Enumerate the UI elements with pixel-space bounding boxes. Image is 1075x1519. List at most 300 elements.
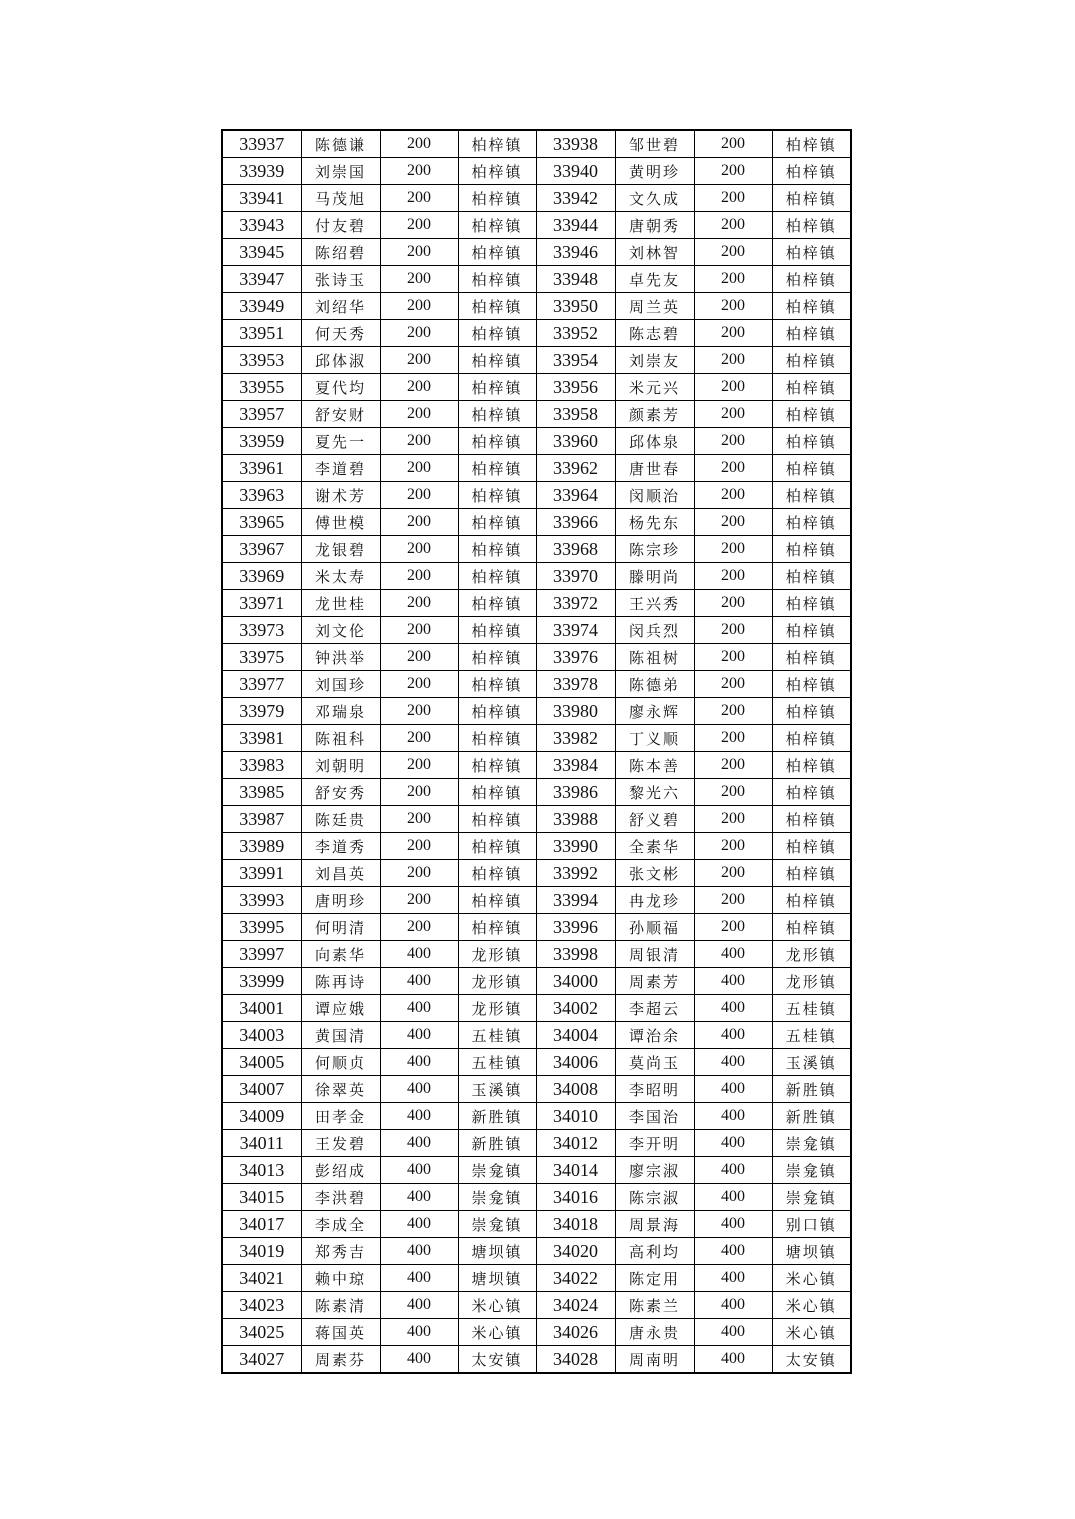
table-row <box>222 536 851 563</box>
record-id-cell: 33976 <box>536 644 615 671</box>
table-row <box>222 698 851 725</box>
amount-cell: 200 <box>380 590 458 617</box>
amount-cell: 200 <box>380 752 458 779</box>
amount-cell: 200 <box>694 590 772 617</box>
record-id-cell: 33971 <box>222 590 301 617</box>
amount-cell: 200 <box>380 401 458 428</box>
town-name-cell: 柏梓镇 <box>458 536 536 563</box>
town-name-cell: 柏梓镇 <box>458 725 536 752</box>
amount-cell: 200 <box>694 293 772 320</box>
town-name-cell: 柏梓镇 <box>772 671 851 698</box>
table-row <box>222 293 851 320</box>
town-name-cell: 柏梓镇 <box>458 806 536 833</box>
town-name-cell: 新胜镇 <box>458 1130 536 1157</box>
amount-cell: 200 <box>380 455 458 482</box>
person-name-cell: 周素芳 <box>615 968 694 995</box>
person-name-cell: 陈宗珍 <box>615 536 694 563</box>
person-name-cell: 莫尚玉 <box>615 1049 694 1076</box>
amount-cell: 200 <box>694 833 772 860</box>
table-row <box>222 590 851 617</box>
record-id-cell: 34024 <box>536 1292 615 1319</box>
amount-cell: 200 <box>380 536 458 563</box>
town-name-cell: 柏梓镇 <box>772 914 851 941</box>
town-name-cell: 柏梓镇 <box>772 455 851 482</box>
amount-cell: 200 <box>694 185 772 212</box>
person-name-cell: 刘昌英 <box>301 860 380 887</box>
amount-cell: 400 <box>380 995 458 1022</box>
amount-cell: 200 <box>380 374 458 401</box>
amount-cell: 400 <box>380 1157 458 1184</box>
person-name-cell: 杨先东 <box>615 509 694 536</box>
person-name-cell: 夏先一 <box>301 428 380 455</box>
table-row <box>222 563 851 590</box>
person-name-cell: 邹世碧 <box>615 130 694 158</box>
amount-cell: 200 <box>380 563 458 590</box>
town-name-cell: 柏梓镇 <box>772 860 851 887</box>
record-id-cell: 34012 <box>536 1130 615 1157</box>
record-id-cell: 33974 <box>536 617 615 644</box>
town-name-cell: 五桂镇 <box>458 1049 536 1076</box>
record-id-cell: 33941 <box>222 185 301 212</box>
town-name-cell: 米心镇 <box>772 1319 851 1346</box>
amount-cell: 400 <box>694 1022 772 1049</box>
person-name-cell: 龙银碧 <box>301 536 380 563</box>
amount-cell: 200 <box>694 860 772 887</box>
record-id-cell: 33940 <box>536 158 615 185</box>
table-row <box>222 1130 851 1157</box>
record-id-cell: 34010 <box>536 1103 615 1130</box>
amount-cell: 200 <box>380 509 458 536</box>
record-id-cell: 34000 <box>536 968 615 995</box>
person-name-cell: 蒋国英 <box>301 1319 380 1346</box>
record-id-cell: 33970 <box>536 563 615 590</box>
town-name-cell: 玉溪镇 <box>772 1049 851 1076</box>
town-name-cell: 柏梓镇 <box>458 401 536 428</box>
person-name-cell: 闵兵烈 <box>615 617 694 644</box>
table-row <box>222 617 851 644</box>
person-name-cell: 舒安财 <box>301 401 380 428</box>
town-name-cell: 柏梓镇 <box>458 860 536 887</box>
person-name-cell: 陈再诗 <box>301 968 380 995</box>
table-row <box>222 212 851 239</box>
person-name-cell: 陈廷贵 <box>301 806 380 833</box>
town-name-cell: 崇龛镇 <box>772 1130 851 1157</box>
town-name-cell: 柏梓镇 <box>772 266 851 293</box>
amount-cell: 200 <box>694 239 772 266</box>
town-name-cell: 柏梓镇 <box>772 130 851 158</box>
record-id-cell: 33989 <box>222 833 301 860</box>
town-name-cell: 柏梓镇 <box>458 563 536 590</box>
town-name-cell: 柏梓镇 <box>458 347 536 374</box>
town-name-cell: 柏梓镇 <box>772 428 851 455</box>
town-name-cell: 新胜镇 <box>772 1103 851 1130</box>
amount-cell: 200 <box>380 698 458 725</box>
table-row <box>222 1076 851 1103</box>
amount-cell: 200 <box>694 266 772 293</box>
town-name-cell: 崇龛镇 <box>772 1157 851 1184</box>
town-name-cell: 柏梓镇 <box>772 536 851 563</box>
person-name-cell: 唐明珍 <box>301 887 380 914</box>
town-name-cell: 崇龛镇 <box>458 1211 536 1238</box>
table-row <box>222 455 851 482</box>
record-id-cell: 33988 <box>536 806 615 833</box>
person-name-cell: 郑秀吉 <box>301 1238 380 1265</box>
person-name-cell: 李超云 <box>615 995 694 1022</box>
record-id-cell: 33979 <box>222 698 301 725</box>
amount-cell: 200 <box>380 239 458 266</box>
town-name-cell: 柏梓镇 <box>772 833 851 860</box>
table-row <box>222 1346 851 1374</box>
record-id-cell: 34026 <box>536 1319 615 1346</box>
amount-cell: 200 <box>380 347 458 374</box>
record-id-cell: 33959 <box>222 428 301 455</box>
table-row <box>222 941 851 968</box>
person-name-cell: 孙顺福 <box>615 914 694 941</box>
person-name-cell: 舒义碧 <box>615 806 694 833</box>
amount-cell: 400 <box>380 1319 458 1346</box>
record-id-cell: 34016 <box>536 1184 615 1211</box>
amount-cell: 200 <box>380 833 458 860</box>
record-id-cell: 34028 <box>536 1346 615 1374</box>
amount-cell: 200 <box>380 185 458 212</box>
town-name-cell: 柏梓镇 <box>772 725 851 752</box>
town-name-cell: 柏梓镇 <box>772 887 851 914</box>
town-name-cell: 柏梓镇 <box>458 617 536 644</box>
record-id-cell: 33980 <box>536 698 615 725</box>
amount-cell: 200 <box>694 752 772 779</box>
amount-cell: 200 <box>694 320 772 347</box>
record-id-cell: 33952 <box>536 320 615 347</box>
table-row <box>222 158 851 185</box>
town-name-cell: 柏梓镇 <box>772 779 851 806</box>
record-id-cell: 34027 <box>222 1346 301 1374</box>
amount-cell: 400 <box>380 1292 458 1319</box>
amount-cell: 400 <box>380 1022 458 1049</box>
record-id-cell: 33943 <box>222 212 301 239</box>
record-id-cell: 33946 <box>536 239 615 266</box>
town-name-cell: 柏梓镇 <box>458 482 536 509</box>
amount-cell: 200 <box>380 914 458 941</box>
person-name-cell: 闵顺治 <box>615 482 694 509</box>
amount-cell: 200 <box>694 455 772 482</box>
town-name-cell: 柏梓镇 <box>772 482 851 509</box>
town-name-cell: 柏梓镇 <box>772 158 851 185</box>
amount-cell: 200 <box>380 644 458 671</box>
amount-cell: 200 <box>694 671 772 698</box>
town-name-cell: 太安镇 <box>772 1346 851 1374</box>
amount-cell: 400 <box>694 1157 772 1184</box>
table-row <box>222 266 851 293</box>
record-id-cell: 33995 <box>222 914 301 941</box>
town-name-cell: 玉溪镇 <box>458 1076 536 1103</box>
town-name-cell: 柏梓镇 <box>458 130 536 158</box>
town-name-cell: 龙形镇 <box>458 968 536 995</box>
table-row <box>222 1184 851 1211</box>
town-name-cell: 柏梓镇 <box>458 509 536 536</box>
record-id-cell: 34014 <box>536 1157 615 1184</box>
person-name-cell: 冉龙珍 <box>615 887 694 914</box>
town-name-cell: 柏梓镇 <box>458 671 536 698</box>
table-row <box>222 752 851 779</box>
record-id-cell: 34022 <box>536 1265 615 1292</box>
person-name-cell: 刘朝明 <box>301 752 380 779</box>
amount-cell: 200 <box>380 671 458 698</box>
record-id-cell: 33982 <box>536 725 615 752</box>
person-name-cell: 李道秀 <box>301 833 380 860</box>
amount-cell: 400 <box>380 1211 458 1238</box>
table-row <box>222 806 851 833</box>
person-name-cell: 刘绍华 <box>301 293 380 320</box>
town-name-cell: 塘坝镇 <box>772 1238 851 1265</box>
person-name-cell: 陈定用 <box>615 1265 694 1292</box>
record-id-cell: 33990 <box>536 833 615 860</box>
town-name-cell: 柏梓镇 <box>772 509 851 536</box>
person-name-cell: 王兴秀 <box>615 590 694 617</box>
person-name-cell: 王发碧 <box>301 1130 380 1157</box>
amount-cell: 200 <box>380 428 458 455</box>
person-name-cell: 钟洪举 <box>301 644 380 671</box>
record-id-cell: 33950 <box>536 293 615 320</box>
amount-cell: 200 <box>380 212 458 239</box>
person-name-cell: 田孝金 <box>301 1103 380 1130</box>
person-name-cell: 谭应娥 <box>301 995 380 1022</box>
town-name-cell: 柏梓镇 <box>458 374 536 401</box>
amount-cell: 200 <box>694 725 772 752</box>
town-name-cell: 柏梓镇 <box>458 212 536 239</box>
person-name-cell: 陈素兰 <box>615 1292 694 1319</box>
town-name-cell: 柏梓镇 <box>772 563 851 590</box>
amount-cell: 200 <box>694 779 772 806</box>
table-row <box>222 347 851 374</box>
person-name-cell: 刘国珍 <box>301 671 380 698</box>
person-name-cell: 李道碧 <box>301 455 380 482</box>
person-name-cell: 付友碧 <box>301 212 380 239</box>
amount-cell: 400 <box>694 941 772 968</box>
record-id-cell: 34013 <box>222 1157 301 1184</box>
amount-cell: 400 <box>694 1076 772 1103</box>
town-name-cell: 柏梓镇 <box>458 239 536 266</box>
record-id-cell: 33984 <box>536 752 615 779</box>
record-id-cell: 33972 <box>536 590 615 617</box>
town-name-cell: 柏梓镇 <box>458 752 536 779</box>
record-id-cell: 33985 <box>222 779 301 806</box>
amount-cell: 400 <box>380 941 458 968</box>
person-name-cell: 文久成 <box>615 185 694 212</box>
amount-cell: 400 <box>380 1346 458 1374</box>
amount-cell: 200 <box>694 482 772 509</box>
person-name-cell: 周景海 <box>615 1211 694 1238</box>
person-name-cell: 廖宗淑 <box>615 1157 694 1184</box>
record-id-cell: 33956 <box>536 374 615 401</box>
town-name-cell: 柏梓镇 <box>772 293 851 320</box>
town-name-cell: 五桂镇 <box>458 1022 536 1049</box>
table-row <box>222 1049 851 1076</box>
town-name-cell: 龙形镇 <box>772 941 851 968</box>
record-id-cell: 33967 <box>222 536 301 563</box>
person-name-cell: 陈德弟 <box>615 671 694 698</box>
person-name-cell: 黎光六 <box>615 779 694 806</box>
person-name-cell: 李开明 <box>615 1130 694 1157</box>
person-name-cell: 周南明 <box>615 1346 694 1374</box>
amount-cell: 200 <box>694 347 772 374</box>
person-name-cell: 陈素清 <box>301 1292 380 1319</box>
record-id-cell: 33983 <box>222 752 301 779</box>
table-row <box>222 914 851 941</box>
record-id-cell: 34015 <box>222 1184 301 1211</box>
record-id-cell: 34019 <box>222 1238 301 1265</box>
person-name-cell: 陈志碧 <box>615 320 694 347</box>
record-id-cell: 33942 <box>536 185 615 212</box>
person-name-cell: 陈本善 <box>615 752 694 779</box>
record-id-cell: 34001 <box>222 995 301 1022</box>
record-id-cell: 33968 <box>536 536 615 563</box>
record-id-cell: 33994 <box>536 887 615 914</box>
record-id-cell: 33961 <box>222 455 301 482</box>
amount-cell: 200 <box>694 806 772 833</box>
amount-cell: 200 <box>380 887 458 914</box>
table-row <box>222 1211 851 1238</box>
table-row <box>222 185 851 212</box>
table-row <box>222 1319 851 1346</box>
record-id-cell: 33966 <box>536 509 615 536</box>
table-row <box>222 1022 851 1049</box>
person-name-cell: 陈德谦 <box>301 130 380 158</box>
person-name-cell: 唐永贵 <box>615 1319 694 1346</box>
amount-cell: 200 <box>380 266 458 293</box>
record-id-cell: 33964 <box>536 482 615 509</box>
amount-cell: 400 <box>694 1130 772 1157</box>
person-name-cell: 陈祖科 <box>301 725 380 752</box>
person-name-cell: 徐翠英 <box>301 1076 380 1103</box>
town-name-cell: 米心镇 <box>772 1292 851 1319</box>
person-name-cell: 邱体淑 <box>301 347 380 374</box>
amount-cell: 400 <box>694 968 772 995</box>
record-id-cell: 34011 <box>222 1130 301 1157</box>
town-name-cell: 柏梓镇 <box>772 374 851 401</box>
person-name-cell: 李洪碧 <box>301 1184 380 1211</box>
record-id-cell: 33992 <box>536 860 615 887</box>
amount-cell: 200 <box>380 860 458 887</box>
town-name-cell: 柏梓镇 <box>458 455 536 482</box>
amount-cell: 200 <box>694 563 772 590</box>
person-name-cell: 李国治 <box>615 1103 694 1130</box>
record-id-cell: 33977 <box>222 671 301 698</box>
record-id-cell: 34006 <box>536 1049 615 1076</box>
roster-table <box>221 129 852 1374</box>
amount-cell: 200 <box>380 617 458 644</box>
amount-cell: 200 <box>694 509 772 536</box>
record-id-cell: 33962 <box>536 455 615 482</box>
amount-cell: 200 <box>380 320 458 347</box>
amount-cell: 200 <box>380 779 458 806</box>
amount-cell: 400 <box>694 1049 772 1076</box>
town-name-cell: 柏梓镇 <box>772 347 851 374</box>
town-name-cell: 柏梓镇 <box>458 590 536 617</box>
record-id-cell: 34020 <box>536 1238 615 1265</box>
record-id-cell: 33955 <box>222 374 301 401</box>
record-id-cell: 34005 <box>222 1049 301 1076</box>
table-row <box>222 509 851 536</box>
person-name-cell: 丁义顺 <box>615 725 694 752</box>
amount-cell: 200 <box>380 293 458 320</box>
town-name-cell: 柏梓镇 <box>458 428 536 455</box>
record-id-cell: 33957 <box>222 401 301 428</box>
amount-cell: 200 <box>694 212 772 239</box>
town-name-cell: 米心镇 <box>458 1319 536 1346</box>
town-name-cell: 柏梓镇 <box>772 752 851 779</box>
person-name-cell: 唐朝秀 <box>615 212 694 239</box>
record-id-cell: 33987 <box>222 806 301 833</box>
person-name-cell: 刘崇国 <box>301 158 380 185</box>
amount-cell: 200 <box>694 158 772 185</box>
table-row <box>222 644 851 671</box>
person-name-cell: 刘林智 <box>615 239 694 266</box>
table-row <box>222 130 851 158</box>
record-id-cell: 33978 <box>536 671 615 698</box>
town-name-cell: 柏梓镇 <box>458 644 536 671</box>
person-name-cell: 陈宗淑 <box>615 1184 694 1211</box>
town-name-cell: 龙形镇 <box>458 995 536 1022</box>
record-id-cell: 33958 <box>536 401 615 428</box>
record-id-cell: 33949 <box>222 293 301 320</box>
table-row <box>222 995 851 1022</box>
amount-cell: 200 <box>694 130 772 158</box>
amount-cell: 400 <box>694 1346 772 1374</box>
person-name-cell: 马茂旭 <box>301 185 380 212</box>
amount-cell: 400 <box>380 1049 458 1076</box>
town-name-cell: 柏梓镇 <box>772 806 851 833</box>
town-name-cell: 米心镇 <box>772 1265 851 1292</box>
town-name-cell: 新胜镇 <box>458 1103 536 1130</box>
table-row <box>222 860 851 887</box>
person-name-cell: 何顺贞 <box>301 1049 380 1076</box>
amount-cell: 400 <box>694 1238 772 1265</box>
town-name-cell: 柏梓镇 <box>772 239 851 266</box>
record-id-cell: 34003 <box>222 1022 301 1049</box>
town-name-cell: 柏梓镇 <box>458 320 536 347</box>
town-name-cell: 柏梓镇 <box>772 185 851 212</box>
amount-cell: 200 <box>380 725 458 752</box>
record-id-cell: 33960 <box>536 428 615 455</box>
person-name-cell: 刘文伦 <box>301 617 380 644</box>
person-name-cell: 廖永辉 <box>615 698 694 725</box>
table-row <box>222 1157 851 1184</box>
amount-cell: 200 <box>380 806 458 833</box>
person-name-cell: 唐世春 <box>615 455 694 482</box>
person-name-cell: 傅世模 <box>301 509 380 536</box>
record-id-cell: 33999 <box>222 968 301 995</box>
record-id-cell: 34023 <box>222 1292 301 1319</box>
person-name-cell: 张诗玉 <box>301 266 380 293</box>
amount-cell: 400 <box>694 1211 772 1238</box>
record-id-cell: 34021 <box>222 1265 301 1292</box>
record-id-cell: 33938 <box>536 130 615 158</box>
person-name-cell: 刘崇友 <box>615 347 694 374</box>
amount-cell: 400 <box>380 1238 458 1265</box>
person-name-cell: 谢术芳 <box>301 482 380 509</box>
table-row <box>222 1238 851 1265</box>
record-id-cell: 33996 <box>536 914 615 941</box>
table-row <box>222 239 851 266</box>
record-id-cell: 33998 <box>536 941 615 968</box>
amount-cell: 200 <box>694 374 772 401</box>
person-name-cell: 黄明珍 <box>615 158 694 185</box>
town-name-cell: 塘坝镇 <box>458 1265 536 1292</box>
record-id-cell: 33947 <box>222 266 301 293</box>
record-id-cell: 33954 <box>536 347 615 374</box>
table-row <box>222 725 851 752</box>
person-name-cell: 黄国清 <box>301 1022 380 1049</box>
